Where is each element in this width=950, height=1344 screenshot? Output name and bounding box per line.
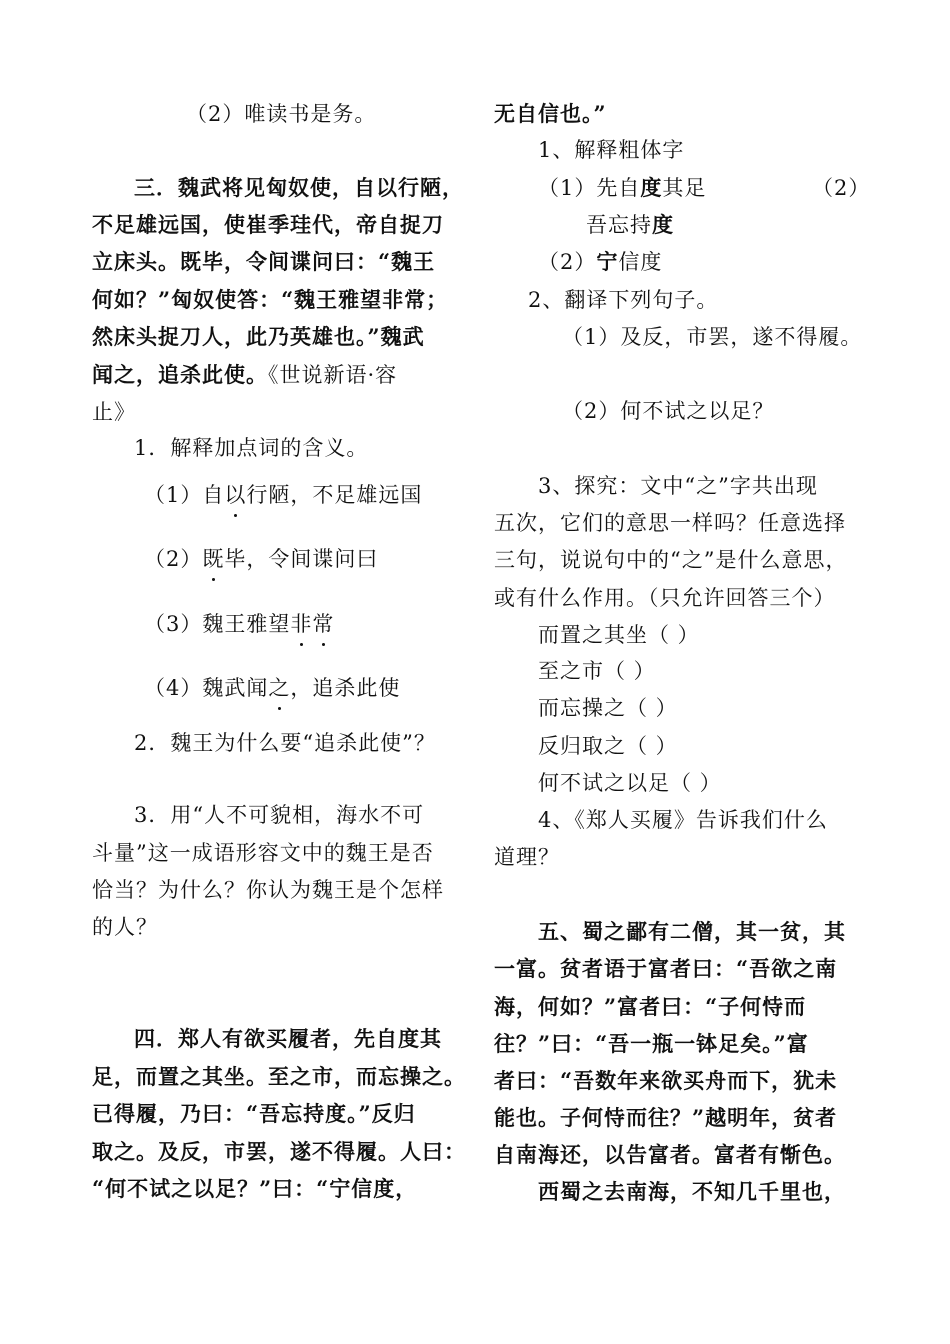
right-question-3-line-1: 3、探究：文中“之”字共出现 — [538, 474, 818, 498]
right-question-3-line-4: 或有什么作用。（只允许回答三个） — [494, 586, 836, 610]
section-3-line-6 — [92, 361, 397, 389]
section-3-line-4: 何如？”匈奴使答：“魏王雅望非常； — [92, 287, 449, 312]
dotted-char: 既 — [202, 547, 225, 571]
dotted-char: 非 — [290, 612, 313, 636]
bold-char: 宁 — [596, 249, 619, 274]
section-3-line-3: 立床头。既毕，令间谍问曰：“魏王 — [92, 249, 436, 274]
section-5-line-7: 自南海还，以告富者。富者有惭色。 — [494, 1142, 846, 1167]
word-item-2: （2）既毕，令间谍问曰 — [144, 547, 379, 571]
section-4-line-1: 四．郑人有欲买履者，先自度其 — [134, 1026, 442, 1051]
right-question-2: 2、翻译下列句子。 — [528, 288, 719, 312]
bold-word-item-2: 吾忘持度 — [586, 212, 674, 237]
section-4-end: 无自信也。” — [494, 101, 607, 126]
dotted-char: 之 — [268, 676, 291, 700]
section-5-line-2: 一富。贫者语于富者曰：“吾欲之南 — [494, 956, 838, 981]
zhi-item-2: 至之市（ ） — [538, 659, 656, 683]
section-4-line-5: “何不试之以足？”曰：“宁信度， — [92, 1176, 418, 1201]
translate-item-1: （1）及反，市罢，遂不得履。 — [562, 325, 863, 349]
zhi-item-4: 反归取之（ ） — [538, 734, 678, 758]
question-2: 2．魏王为什么要“追杀此使”？ — [134, 731, 436, 755]
word-item-3: （3）魏王雅望非常 — [144, 612, 335, 636]
bold-char: 度 — [640, 175, 663, 200]
dotted-char: 常 — [312, 612, 335, 636]
question-3-line-1: 3．用“人不可貌相，海水不可 — [134, 803, 425, 827]
right-question-1: 1、解释粗体字 — [538, 138, 685, 162]
question-1: 1．解释加点词的含义。 — [134, 436, 369, 460]
line-weidu: （2）唯读书是务。 — [186, 102, 377, 126]
section-5-line-4: 往？”曰：“吾一瓶一钵足矣。”富 — [494, 1031, 809, 1056]
section-5-line-5: 者曰：“吾数年来欲买舟而下，犹未 — [494, 1068, 838, 1093]
word-item-1: （1）自以行陋，不足雄远国 — [144, 483, 423, 507]
section-4-line-4: 取之。及反，市罢，遂不得履。人曰： — [92, 1139, 466, 1164]
translate-item-2: （2）何不试之以足？ — [562, 399, 775, 423]
word-item-4: （4）魏武闻之，追杀此使 — [144, 676, 401, 700]
section-4-line-2: 足，而置之其坐。至之市，而忘操之。 — [92, 1064, 466, 1089]
bold-word-item-2-num: （2） — [812, 176, 871, 200]
section-3-line-1: 三．魏武将见匈奴使，自以行陋， — [134, 175, 464, 200]
zhi-item-5: 何不试之以足（ ） — [538, 771, 722, 795]
bold-word-item-3: （2）宁信度 — [538, 249, 663, 274]
section-5-line-6: 能也。子何恃而往？”越明年，贫者 — [494, 1105, 838, 1130]
section-3-bold-end: 闻之，追杀此使。 — [92, 362, 268, 387]
section-4-line-3: 已得履，乃曰：“吾忘持度。”反归 — [92, 1101, 416, 1126]
section-5-line-1: 五、蜀之鄙有二僧，其一贫，其 — [538, 919, 846, 944]
section-5-line-8: 西蜀之去南海，不知几千里也， — [538, 1179, 846, 1204]
question-3-line-2: 斗量”这一成语形容文中的魏王是否 — [92, 841, 434, 865]
right-question-4-line-1: 4、《郑人买履》告诉我们什么 — [538, 808, 828, 832]
question-3-line-3: 恰当？为什么？你认为魏王是个怎样 — [92, 878, 444, 902]
dotted-char: 以 — [224, 483, 247, 507]
section-3-source: 《世说新语·容 — [268, 363, 398, 387]
right-question-3-line-2: 五次，它们的意思一样吗？任意选择 — [494, 511, 846, 535]
bold-word-item-1: （1）先自度其足 — [538, 175, 707, 200]
section-3-line-2: 不足雄远国，使崔季珪代，帝自捉刀 — [92, 212, 444, 237]
section-3-source-end: 止》 — [92, 400, 136, 424]
right-question-4-line-2: 道理？ — [494, 845, 560, 869]
zhi-item-1: 而置之其坐（ ） — [538, 623, 700, 647]
bold-char: 度 — [652, 212, 674, 237]
section-3-line-5: 然床头捉刀人，此乃英雄也。”魏武 — [92, 324, 425, 349]
zhi-item-3: 而忘操之（ ） — [538, 696, 678, 720]
right-question-3-line-3: 三句，说说句中的“之”是什么意思， — [494, 548, 848, 572]
question-3-line-4: 的人？ — [92, 915, 158, 939]
section-5-line-3: 海，何如？”富者曰：“子何恃而 — [494, 994, 807, 1019]
